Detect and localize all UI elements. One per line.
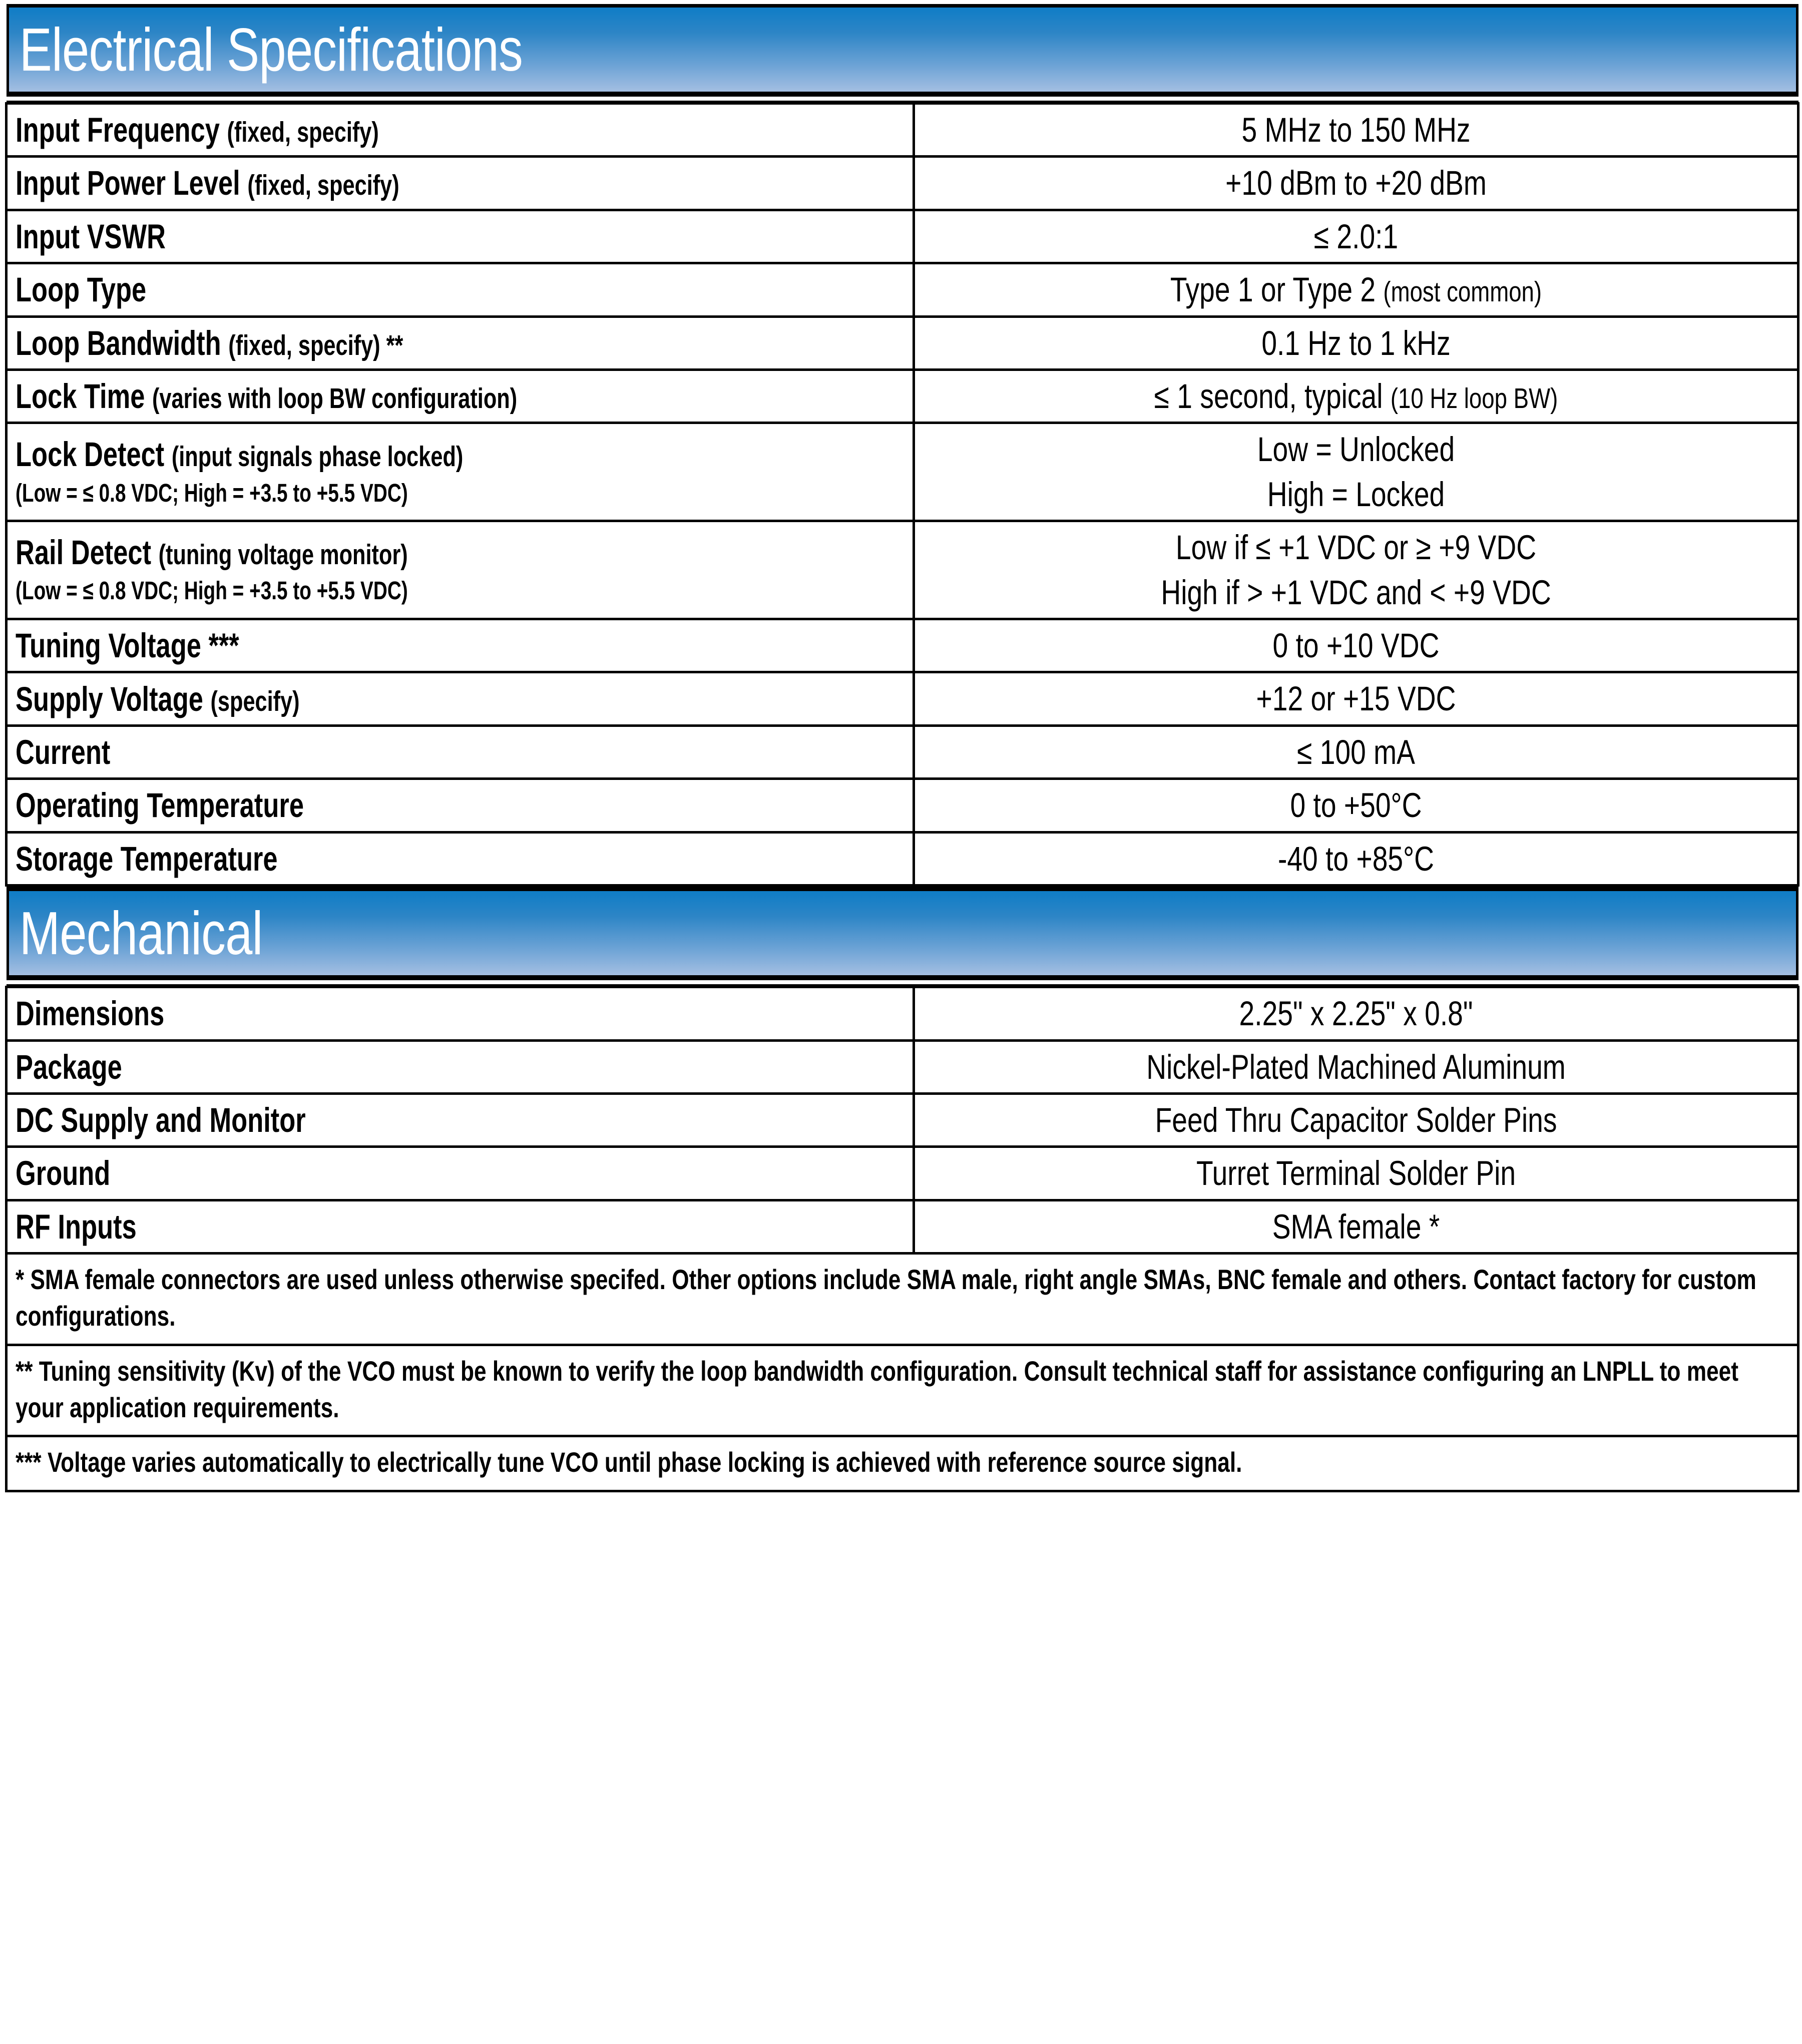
spec-label-main: Input Power Level [16, 164, 240, 203]
spec-label-cell [7, 672, 914, 725]
spec-value-cell [914, 672, 1798, 725]
spec-label-cell [7, 1040, 914, 1093]
table-row [7, 725, 1798, 778]
spec-value: 2.25" x 2.25" x 0.8" [1239, 994, 1473, 1033]
spec-value: Nickel-Plated Machined Aluminum [1146, 1047, 1566, 1086]
spec-label-main: Lock Time [16, 377, 145, 416]
spec-label-note: (fixed, specify) ** [228, 329, 403, 361]
spec-label [16, 377, 697, 416]
section-band-fill-mechanical [7, 891, 1798, 975]
table-row [7, 672, 1798, 725]
table-row [7, 263, 1798, 316]
spec-label-main: Input VSWR [16, 217, 166, 256]
section-title-mechanical: Mechanical [19, 899, 262, 968]
spec-label-cell [7, 1093, 914, 1146]
footnote-row [7, 1345, 1798, 1436]
spec-label [16, 111, 697, 149]
spec-label-cell [7, 987, 914, 1040]
spec-value-cell [914, 263, 1798, 316]
table-row [7, 370, 1798, 423]
spec-value-cell [914, 987, 1798, 1040]
spec-label [16, 786, 697, 825]
spec-label-main: Loop Bandwidth [16, 323, 221, 362]
section-header-row-electrical [7, 4, 1798, 104]
spec-label-note: (tuning voltage monitor) [158, 539, 408, 571]
spec-label-cell [7, 423, 914, 521]
spec-label-note: (fixed, specify) [247, 169, 399, 202]
spec-value-cell [914, 370, 1798, 423]
spec-value-part: (most common) [1383, 276, 1542, 308]
spec-label-cell [7, 104, 914, 157]
spec-value: Feed Thru Capacitor Solder Pins [1155, 1100, 1557, 1139]
spec-value-cell [914, 104, 1798, 157]
spec-value-cell [914, 1040, 1798, 1093]
spec-label-main: Supply Voltage [16, 679, 203, 718]
table-row [7, 619, 1798, 672]
table-row [7, 1200, 1798, 1253]
spec-value: ≤ 2.0:1 [1313, 217, 1399, 256]
spec-label [16, 324, 697, 362]
spec-label [16, 533, 697, 572]
spec-label-main: Lock Detect [16, 435, 165, 474]
spec-value-cell [914, 157, 1798, 210]
spec-label-line2: (Low = ≤ 0.8 VDC; High = +3.5 to +5.5 VDC) [16, 576, 408, 605]
spec-label [16, 626, 697, 665]
table-row [7, 521, 1798, 619]
spec-label-main: Storage Temperature [16, 839, 278, 878]
spec-label-cell [7, 1200, 914, 1253]
spec-value-cell [914, 619, 1798, 672]
footnote-cell [7, 1436, 1798, 1491]
table-row [7, 1040, 1798, 1093]
spec-label-main: Tuning Voltage *** [16, 626, 239, 665]
spec-label-cell [7, 316, 914, 369]
spec-value: -40 to +85°C [1277, 839, 1435, 878]
spec-label [16, 1101, 697, 1139]
table-row [7, 832, 1798, 885]
table-row [7, 423, 1798, 521]
spec-label-cell [7, 619, 914, 672]
spec-label-note: (varies with loop BW configuration) [152, 382, 518, 415]
spec-label-main: Dimensions [16, 994, 165, 1033]
spec-value: +12 or +15 VDC [1256, 679, 1456, 718]
spec-label [16, 680, 697, 718]
footnote-row [7, 1436, 1798, 1491]
spec-label [16, 1048, 697, 1086]
section-band-underline-mechanical [7, 979, 1798, 986]
spec-label-main: Operating Temperature [16, 786, 304, 825]
spec-value: 0 to +50°C [1290, 786, 1422, 825]
spec-label-main: RF Inputs [16, 1207, 137, 1246]
spec-value: High if > +1 VDC and < +9 VDC [1161, 573, 1551, 612]
spec-label-cell [7, 725, 914, 778]
spec-value: Low if ≤ +1 VDC or ≥ +9 VDC [1175, 528, 1537, 567]
spec-label-note: (fixed, specify) [227, 116, 379, 149]
spec-label-cell [7, 779, 914, 832]
table-row [7, 1147, 1798, 1200]
spec-label-main: DC Supply and Monitor [16, 1100, 306, 1139]
spec-label [16, 994, 697, 1033]
section-band-mechanical [7, 887, 1798, 979]
spec-label-line2: (Low = ≤ 0.8 VDC; High = +3.5 to +5.5 VDC) [16, 478, 408, 507]
section-header-row-mechanical [7, 886, 1798, 987]
spec-value: +10 dBm to +20 dBm [1225, 164, 1487, 203]
spec-value: 5 MHz to 150 MHz [1241, 111, 1471, 149]
table-row [7, 779, 1798, 832]
table-row [7, 316, 1798, 369]
spec-label-cell [7, 832, 914, 885]
footnote-row [7, 1254, 1798, 1345]
spec-label [16, 270, 697, 309]
spec-value-cell [914, 832, 1798, 885]
spec-value: Turret Terminal Solder Pin [1196, 1154, 1516, 1193]
spec-value [1008, 376, 1704, 417]
spec-label-cell [7, 157, 914, 210]
spec-value [1008, 269, 1704, 310]
spec-value-cell [914, 779, 1798, 832]
footnote-text: *** Voltage varies automatically to electrically tune VCO until phase locking is achieved with reference source signal. [16, 1446, 1242, 1478]
section-header-cell-mechanical [7, 886, 1798, 987]
spec-label [16, 1154, 697, 1192]
footnote-text: * SMA female connectors are used unless otherwise specifed. Other options include SMA male, right angle SMAs, BNC female and others. Contact factory for custom configurations. [16, 1264, 1756, 1332]
footnote-cell [7, 1345, 1798, 1436]
spec-label [16, 164, 697, 202]
spec-label-cell [7, 210, 914, 263]
table-row [7, 1093, 1798, 1146]
spec-label-main: Current [16, 732, 111, 771]
spec-value-part: (10 Hz loop BW) [1390, 382, 1558, 415]
spec-value-cell [914, 1147, 1798, 1200]
spec-value-cell [914, 1200, 1798, 1253]
section-band-underline-electrical [7, 95, 1798, 102]
spec-value: ≤ 100 mA [1297, 732, 1415, 771]
spec-label-main: Package [16, 1047, 122, 1086]
spec-value: SMA female * [1272, 1207, 1440, 1246]
spec-label-cell [7, 370, 914, 423]
spec-value: 0.1 Hz to 1 kHz [1261, 323, 1451, 362]
spec-value-cell [914, 725, 1798, 778]
spec-label-note: (input signals phase locked) [171, 441, 464, 473]
table-row [7, 987, 1798, 1040]
spec-value-cell [914, 423, 1798, 521]
spec-value: Low = Unlocked [1257, 430, 1455, 469]
spec-value: 0 to +10 VDC [1272, 626, 1440, 665]
spec-label-main: Rail Detect [16, 533, 152, 572]
spec-value-part: Type 1 or Type 2 [1170, 270, 1384, 309]
section-band-electrical [7, 4, 1798, 95]
spec-label [16, 733, 697, 771]
table-row [7, 104, 1798, 157]
spec-value-cell [914, 316, 1798, 369]
spec-label-cell [7, 1147, 914, 1200]
spec-label-note: (specify) [210, 685, 300, 717]
footnote-cell [7, 1254, 1798, 1345]
spec-label-main: Input Frequency [16, 111, 220, 150]
specifications-table [5, 4, 1799, 1492]
spec-label [16, 435, 697, 474]
section-header-cell-electrical [7, 4, 1798, 104]
spec-label [16, 217, 697, 256]
section-band-fill-electrical [7, 8, 1798, 92]
spec-value: High = Locked [1267, 475, 1445, 514]
section-title-electrical: Electrical Specifications [19, 16, 523, 84]
spec-value-cell [914, 210, 1798, 263]
spec-value-part: ≤ 1 second, typical [1154, 377, 1391, 416]
table-row [7, 157, 1798, 210]
spec-label-cell [7, 263, 914, 316]
spec-label [16, 1207, 697, 1246]
table-row [7, 210, 1798, 263]
footnote-text: ** Tuning sensitivity (Kv) of the VCO must be known to verify the loop bandwidth configuration. Consult technical staff for assistance configuring an LNPLL to meet your application requirements. [16, 1355, 1738, 1423]
spec-value-cell [914, 1093, 1798, 1146]
spec-value-cell [914, 521, 1798, 619]
spec-label-main: Ground [16, 1154, 111, 1193]
spec-label-main: Loop Type [16, 270, 147, 309]
spec-label [16, 840, 697, 878]
spec-label-cell [7, 521, 914, 619]
